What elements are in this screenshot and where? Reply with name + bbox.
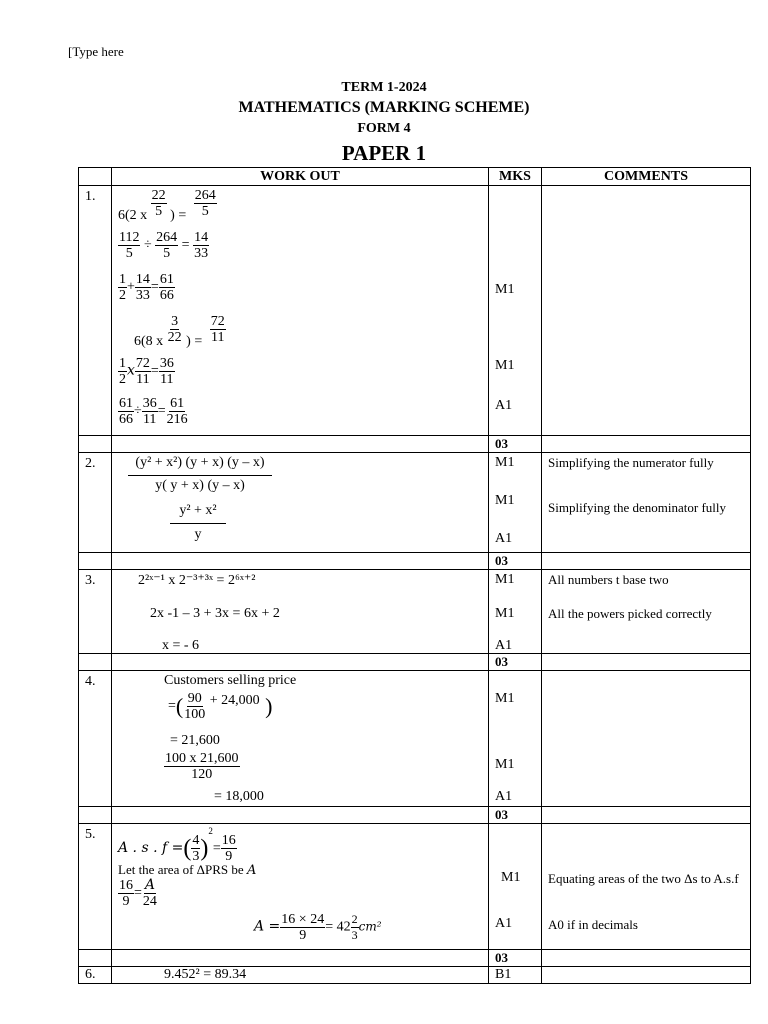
q5-line-2: Let the area of ΔPRS be A <box>118 862 257 878</box>
mark: M1 <box>495 606 515 621</box>
comment: Simplifying the numerator fully <box>548 455 714 470</box>
q3-line-3: x = - 6 <box>162 638 200 653</box>
comment: Equating areas of the two Δs to A.s.f <box>548 871 739 886</box>
q4-line-4: $\frac{100 x 21,600}{120}$ <box>165 751 239 782</box>
mark: M1 <box>495 691 515 706</box>
q3-workout <box>112 570 489 654</box>
mark: M1 <box>495 282 515 297</box>
q1-line-5: $\frac{1}{2}$ x $\frac{72}{11}$ = $\frac{36}{11}$ <box>119 356 174 387</box>
q1-line-1: 6(2 x $\frac{22}{5}$ ) = $\frac{264}{5}$ <box>118 188 216 223</box>
comments-header: COMMENTS <box>542 168 751 186</box>
q4-marks <box>489 671 542 807</box>
question-number: 2. <box>79 453 112 553</box>
mks-header: MKS <box>489 168 542 186</box>
q6-line-1: 9.452² = 89.34 <box>164 967 247 982</box>
comment: All the powers picked correctly <box>548 606 712 621</box>
question-number: 3. <box>79 570 112 654</box>
q3-line-1: 2²ˣ⁻¹ x 2⁻³⁺³ˣ = 2⁶ˣ⁺² <box>138 573 256 588</box>
mark: M1 <box>495 572 515 587</box>
mark: A1 <box>495 398 513 413</box>
question-4-row <box>79 671 751 807</box>
q4-line-5: = 18,000 <box>214 789 264 804</box>
q3-comments <box>542 570 751 654</box>
workout-header: WORK OUT <box>112 168 489 186</box>
q1-workout <box>112 186 489 436</box>
q4-line-2: =( $\frac{90}{100}$ + 24,000 ) <box>168 691 273 722</box>
q6-comments <box>542 967 751 984</box>
q2-marks <box>489 453 542 553</box>
q5-line-3: $\frac{16}{9}$ = $\frac{A}{24}$ <box>119 877 157 909</box>
q2-result-numerator: y² + x² <box>179 503 217 518</box>
total-marks: 03 <box>489 436 542 453</box>
paper-heading: PAPER 1 <box>341 141 427 165</box>
header-note: [Type here <box>68 44 124 59</box>
mark: A1 <box>495 789 513 804</box>
q4-line-3: = 21,600 <box>170 733 220 748</box>
q4-comments <box>542 671 751 807</box>
q1-line-3: $\frac{1}{2}$ + $\frac{14}{33}$ = $\frac{61}{66}$ <box>119 272 174 303</box>
subject-heading: MATHEMATICS (MARKING SCHEME) <box>238 99 530 116</box>
q6-workout <box>112 967 489 984</box>
question-3-row <box>79 570 751 654</box>
mark: M1 <box>495 493 515 508</box>
comment: A0 if in decimals <box>548 917 638 932</box>
q2-comments <box>542 453 751 553</box>
question-number: 6. <box>79 967 112 984</box>
total-marks: 03 <box>489 553 542 570</box>
question-number: 4. <box>79 671 112 807</box>
q4-line-1: Customers selling price <box>164 673 297 688</box>
mark: M1 <box>495 757 515 772</box>
q2-numerator: (y² + x²) (y + x) (y – x) <box>135 455 265 470</box>
q1-comments <box>542 186 751 436</box>
table-header-row <box>79 168 751 186</box>
marking-scheme-table <box>78 167 751 984</box>
q1-line-4: 6(8 x $\frac{3}{22}$ ) = $\frac{72}{11}$ <box>134 314 225 349</box>
mark: A1 <box>495 531 513 546</box>
question-2-row <box>79 453 751 553</box>
q3-line-2: 2x -1 – 3 + 3x = 6x + 2 <box>150 606 280 621</box>
comment: Simplifying the denominator fully <box>548 500 727 515</box>
total-row <box>79 807 751 824</box>
q5-line-1: A . s . f =( $\frac{4}{3}$ )$^2$= $\frac{16}{9}$ <box>118 826 236 865</box>
mark: M1 <box>495 455 515 470</box>
q5-workout <box>112 824 489 950</box>
total-marks: 03 <box>489 950 542 967</box>
q2-result-denominator: y <box>194 527 202 542</box>
question-1-row <box>79 186 751 436</box>
form-heading: FORM 4 <box>357 121 411 136</box>
q2-denominator: y( y + x) (y – x) <box>155 478 245 493</box>
q3-marks <box>489 570 542 654</box>
question-5-row <box>79 824 751 950</box>
q2-workout <box>112 453 489 553</box>
q5-line-4: A = $\frac{16 \times 24}{9}$ = 42 $\frac{2}{3}$ cm² <box>254 912 382 943</box>
question-6-row <box>79 967 751 984</box>
mark: A1 <box>495 638 513 653</box>
total-marks: 03 <box>489 654 542 671</box>
mark: M1 <box>501 870 521 885</box>
mark: A1 <box>495 916 513 931</box>
q1-marks <box>489 186 542 436</box>
total-row <box>79 553 751 570</box>
q5-comments <box>542 824 751 950</box>
comment: All numbers t base two <box>548 572 669 587</box>
q4-workout <box>112 671 489 807</box>
question-number: 5. <box>79 824 112 950</box>
total-row <box>79 950 751 967</box>
mark: B1 <box>495 967 512 982</box>
mark: M1 <box>495 358 515 373</box>
total-row <box>79 654 751 671</box>
term-heading: TERM 1-2024 <box>341 80 427 95</box>
question-number: 1. <box>79 186 112 436</box>
q1-line-6: $\frac{61}{66}$ ÷ $\frac{36}{11}$ = $\frac{61}{216}$ <box>119 396 188 427</box>
total-row <box>79 436 751 453</box>
q5-marks <box>489 824 542 950</box>
total-marks: 03 <box>489 807 542 824</box>
q6-marks <box>489 967 542 984</box>
q1-line-2: $\frac{112}{5}$ ÷ $\frac{264}{5}$ = $\frac{14}{33}$ <box>119 230 209 261</box>
